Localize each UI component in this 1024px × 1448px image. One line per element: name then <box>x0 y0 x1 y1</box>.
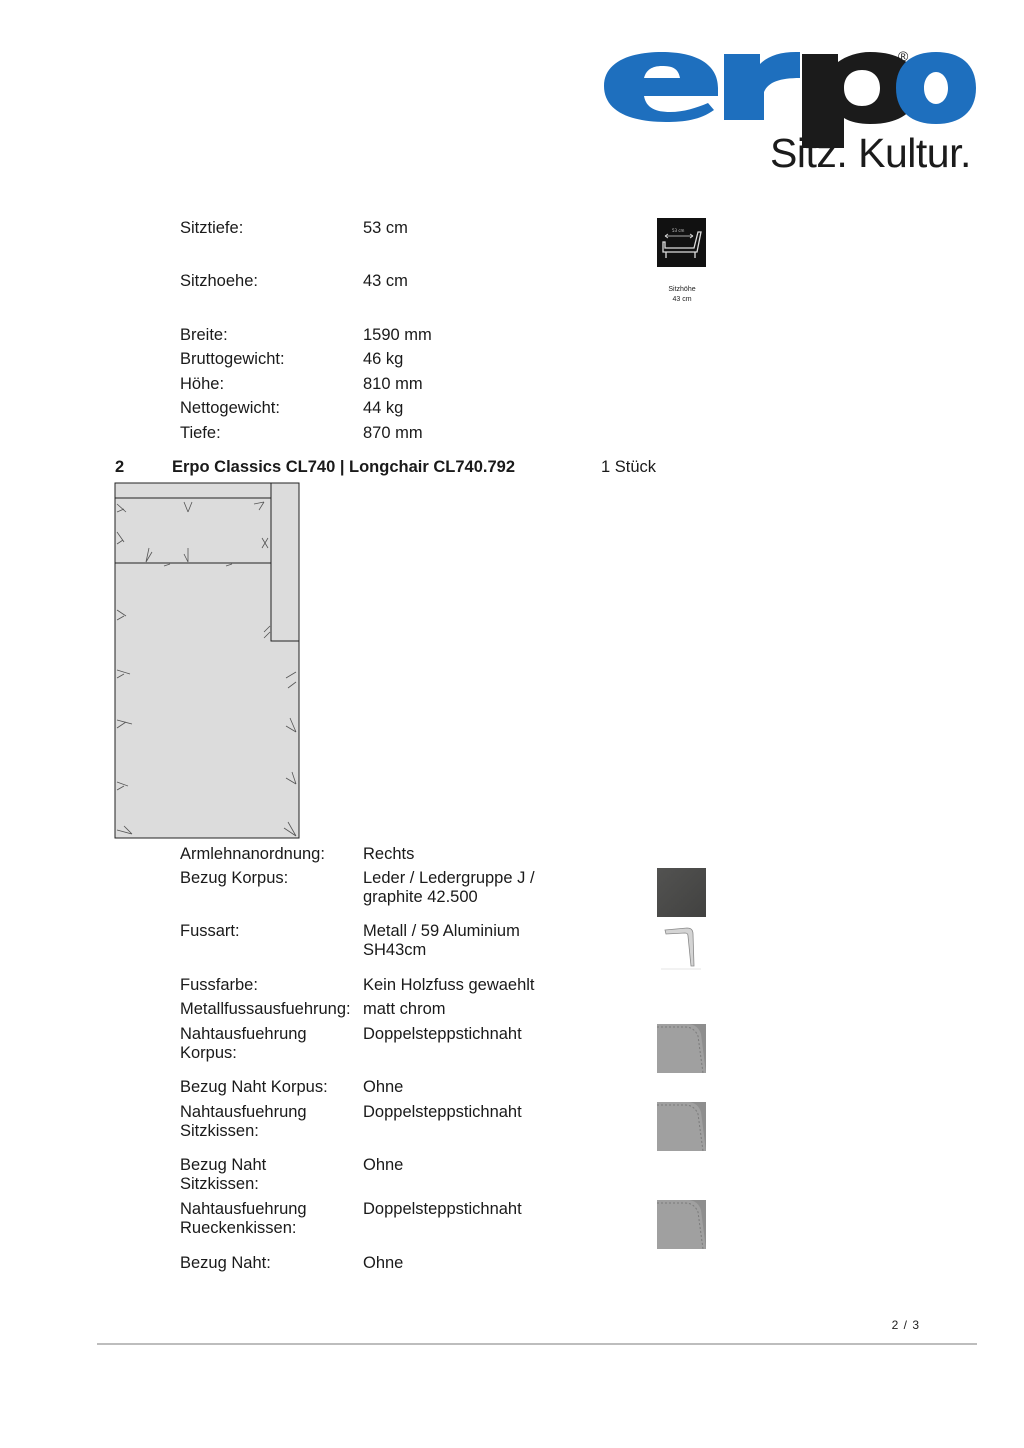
spec-label: Bruttogewicht: <box>180 350 285 368</box>
seam-swatch-graphic <box>657 1102 706 1151</box>
registered-mark: ® <box>898 48 909 64</box>
spec-value: 46 kg <box>363 350 404 368</box>
spec-value: Kein Holzfuss gewaehlt <box>363 976 535 994</box>
position-quantity: 1 Stück <box>601 458 657 476</box>
longchair-top-view <box>114 482 304 842</box>
spec-label: Nahtausfuehrung Rueckenkissen: <box>180 1200 307 1237</box>
spec-label: Bezug Naht Korpus: <box>180 1078 328 1096</box>
spec-value: 870 mm <box>363 424 423 442</box>
spec-value: Ohne <box>363 1254 404 1272</box>
spec-value: Doppelsteppstichnaht <box>363 1200 522 1218</box>
spec-label: Nettogewicht: <box>180 399 280 417</box>
spec-value: Metall / 59 Aluminium SH43cm <box>363 922 520 959</box>
spec-value: Ohne <box>363 1156 404 1174</box>
seam-korpus-swatch <box>657 1024 706 1073</box>
spec-label: Bezug Korpus: <box>180 869 289 887</box>
spec-label: Nahtausfuehrung Korpus: <box>180 1025 307 1062</box>
metal-foot-icon <box>657 922 706 971</box>
spec-value: 53 cm <box>363 219 408 237</box>
spec-value: Doppelsteppstichnaht <box>363 1025 522 1043</box>
seam-rueckenkissen-swatch <box>657 1200 706 1249</box>
erpo-logo <box>600 48 980 178</box>
seat-depth-label: 53 cm <box>672 228 685 233</box>
spec-value: 810 mm <box>363 375 423 393</box>
spec-label: Breite: <box>180 326 228 344</box>
spec-value: Ohne <box>363 1078 404 1096</box>
spec-value: Leder / Ledergruppe J / graphite 42.500 <box>363 869 535 906</box>
spec-label: Bezug Naht: <box>180 1254 271 1272</box>
seam-swatch-graphic <box>657 1024 706 1073</box>
spec-label: Nahtausfuehrung Sitzkissen: <box>180 1103 307 1140</box>
spec-label: Sitzhoehe: <box>180 272 258 290</box>
logo-tagline: Sitz. Kultur. <box>770 130 971 176</box>
seam-swatch-graphic <box>657 1200 706 1249</box>
spec-value: 43 cm <box>363 272 408 290</box>
spec-value: 1590 mm <box>363 326 432 344</box>
spec-label: Höhe: <box>180 375 225 393</box>
spec-value: Doppelsteppstichnaht <box>363 1103 522 1121</box>
seat-caption <box>640 285 724 305</box>
spec-value: 44 kg <box>363 399 404 417</box>
spec-label: Armlehnanordnung: <box>180 845 325 863</box>
metal-foot-image <box>657 922 706 971</box>
seat-dimension-icon <box>657 218 706 267</box>
spec-label: Metallfussausfuehrung: <box>180 1000 351 1018</box>
spec-value: matt chrom <box>363 1000 446 1018</box>
sofa-profile-icon <box>657 218 706 267</box>
seat-caption-line2: 43 cm <box>672 296 692 303</box>
spec-value: Rechts <box>363 845 415 863</box>
spec-label: Fussart: <box>180 922 240 940</box>
position-title: Erpo Classics CL740 | Longchair CL740.792 <box>172 458 516 476</box>
spec-label: Bezug Naht Sitzkissen: <box>180 1156 267 1193</box>
longchair-drawing <box>114 482 304 847</box>
position-number: 2 <box>115 458 125 476</box>
page-number: 2 / 3 <box>891 1318 920 1332</box>
seat-caption-line1: Sitzhöhe <box>668 286 696 293</box>
spec-label: Sitztiefe: <box>180 219 244 237</box>
spec-label: Fussfarbe: <box>180 976 258 994</box>
spec-label: Tiefe: <box>180 424 221 442</box>
seam-sitzkissen-swatch <box>657 1102 706 1151</box>
leather-swatch-graphic <box>657 868 706 917</box>
footer-divider <box>97 1343 977 1345</box>
leather-swatch <box>657 868 706 917</box>
